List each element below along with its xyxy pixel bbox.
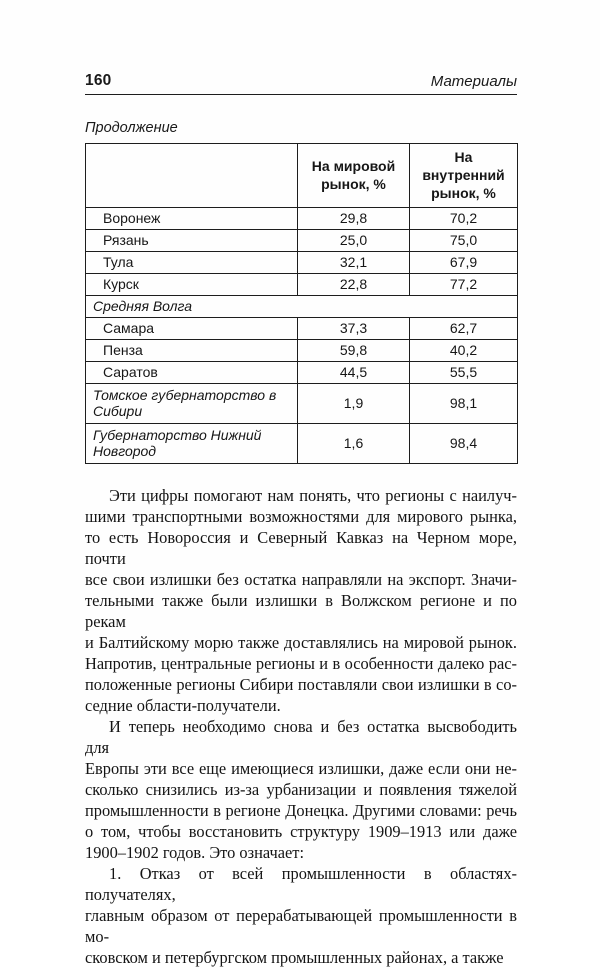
region-name: Тула [86, 251, 298, 273]
domestic-market-value: 40,2 [410, 339, 518, 361]
domestic-market-value: 55,5 [410, 361, 518, 383]
text-line: Эти цифры помогают нам понять, что регионы с наилуч- [109, 485, 517, 505]
domestic-market-value: 75,0 [410, 229, 518, 251]
text-line: Напротив, центральные регионы и в особенности далеко рас- [85, 653, 517, 673]
text-line: и Балтийскому морю также доставлялись на мировой рынок. [85, 632, 517, 652]
domestic-market-value: 62,7 [410, 317, 518, 339]
text-line: то есть Новороссия и Северный Кавказ на Черном море, почти [85, 527, 517, 568]
column-header-world-market: На мировой рынок, % [298, 144, 410, 208]
world-market-value: 25,0 [298, 229, 410, 251]
world-market-value: 59,8 [298, 339, 410, 361]
text-line: о том, чтобы восстановить структуру 1909–1913 или даже [85, 821, 517, 841]
table-row [86, 229, 518, 251]
table-row [86, 383, 518, 423]
world-market-value: 44,5 [298, 361, 410, 383]
regions-market-table [85, 143, 518, 464]
world-market-value: 32,1 [298, 251, 410, 273]
paragraph-1 [85, 485, 517, 716]
paragraph-2 [85, 716, 517, 863]
table-section-row [86, 295, 518, 317]
paragraph-3 [85, 863, 517, 968]
table-row [86, 361, 518, 383]
domestic-market-value: 98,4 [410, 423, 518, 463]
running-title: Материалы [430, 73, 517, 90]
region-name: Томское губернаторство в Сибири [86, 383, 298, 423]
world-market-value: 29,8 [298, 207, 410, 229]
world-market-value: 1,9 [298, 383, 410, 423]
table-row [86, 251, 518, 273]
table-caption: Продолжение [85, 120, 178, 136]
text-line: Европы эти все еще имеющиеся излишки, даже если они не- [85, 758, 517, 778]
text-line: промышленности в регионе Донецка. Другими словами: речь [85, 800, 517, 820]
text-line: все свои излишки без остатка направляли на экспорт. Значи- [85, 569, 517, 589]
domestic-market-value: 67,9 [410, 251, 518, 273]
world-market-value: 37,3 [298, 317, 410, 339]
domestic-market-value: 98,1 [410, 383, 518, 423]
body-text [85, 485, 517, 968]
section-title: Средняя Волга [86, 295, 518, 317]
table-header-row [86, 144, 518, 208]
region-name: Воронеж [86, 207, 298, 229]
text-line: сковском и петербургском промышленных районах, а также [85, 947, 504, 967]
running-header [85, 72, 517, 95]
text-line: тельными также были излишки в Волжском регионе и по рекам [85, 590, 517, 631]
table-row [86, 339, 518, 361]
table-row [86, 423, 518, 463]
table-row [86, 207, 518, 229]
domestic-market-value: 70,2 [410, 207, 518, 229]
column-header-domestic-market: На внутренний рынок, % [410, 144, 518, 208]
region-name: Рязань [86, 229, 298, 251]
text-line: 1. Отказ от всей промышленности в областях-получателях, [85, 863, 517, 904]
region-name: Губернаторство Нижний Новгород [86, 423, 298, 463]
text-line: седние области-получатели. [85, 695, 281, 715]
text-line: сколько снизились из-за урбанизации и появления тяжелой [85, 779, 517, 799]
table-row [86, 317, 518, 339]
region-name: Курск [86, 273, 298, 295]
table-row [86, 273, 518, 295]
text-line: И теперь необходимо снова и без остатка высвободить для [85, 716, 517, 757]
text-line: 1900–1902 годов. Это означает: [85, 842, 304, 862]
region-name: Пенза [86, 339, 298, 361]
region-name: Саратов [86, 361, 298, 383]
page-number: 160 [85, 72, 112, 89]
text-line: положенные регионы Сибири поставляли свои излишки в со- [85, 674, 517, 694]
world-market-value: 1,6 [298, 423, 410, 463]
column-header-region [86, 144, 298, 208]
world-market-value: 22,8 [298, 273, 410, 295]
region-name: Самара [86, 317, 298, 339]
domestic-market-value: 77,2 [410, 273, 518, 295]
text-line: главным образом от перерабатывающей промышленности в мо- [85, 905, 517, 946]
text-line: шими транспортными возможностями для мирового рынка, [85, 506, 517, 526]
